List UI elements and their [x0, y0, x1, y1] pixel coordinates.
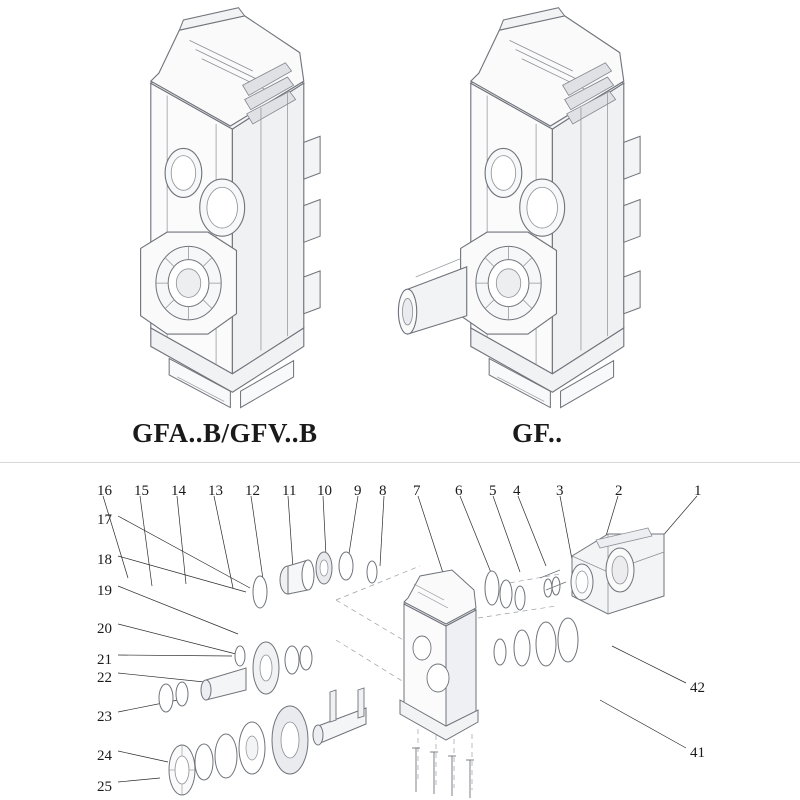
callout-5: 5 [489, 483, 497, 499]
callout-13: 13 [208, 483, 223, 499]
callout-9: 9 [354, 483, 362, 499]
callout-11: 11 [282, 483, 297, 499]
callout-23: 23 [97, 709, 112, 725]
part-upper-shaft-assembly [253, 552, 377, 608]
part-bolt-row [412, 748, 474, 798]
callout-12: 12 [245, 483, 260, 499]
callout-15: 15 [134, 483, 149, 499]
callout-22: 22 [97, 670, 112, 686]
callout-18: 18 [97, 552, 112, 568]
callout-16: 16 [97, 483, 112, 499]
callout-3: 3 [556, 483, 564, 499]
part-middle-shaft-assembly [159, 642, 312, 712]
part-motor-adapter [571, 528, 664, 614]
callout-41: 41 [690, 745, 705, 761]
callout-7: 7 [413, 483, 421, 499]
callout-21: 21 [97, 652, 112, 668]
callout-4: 4 [513, 483, 521, 499]
part-main-housing [400, 570, 478, 740]
caption-gf: GF.. [512, 418, 563, 448]
part-bearing-stack-right [485, 571, 578, 666]
callout-17: 17 [97, 512, 112, 528]
callout-6: 6 [455, 483, 463, 499]
exploded-parts [159, 528, 664, 798]
callout-19: 19 [97, 583, 112, 599]
callout-2: 2 [615, 483, 623, 499]
caption-gfa-b-gfv-b: GFA..B/GFV..B [132, 418, 318, 448]
callout-14: 14 [171, 483, 186, 499]
part-lower-gear-assembly [169, 688, 366, 795]
callout-1: 1 [694, 483, 702, 499]
callout-20: 20 [97, 621, 112, 637]
callout-24: 24 [97, 748, 112, 764]
callout-25: 25 [97, 779, 112, 795]
callout-8: 8 [379, 483, 387, 499]
callout-42: 42 [690, 680, 705, 696]
callout-10: 10 [317, 483, 332, 499]
